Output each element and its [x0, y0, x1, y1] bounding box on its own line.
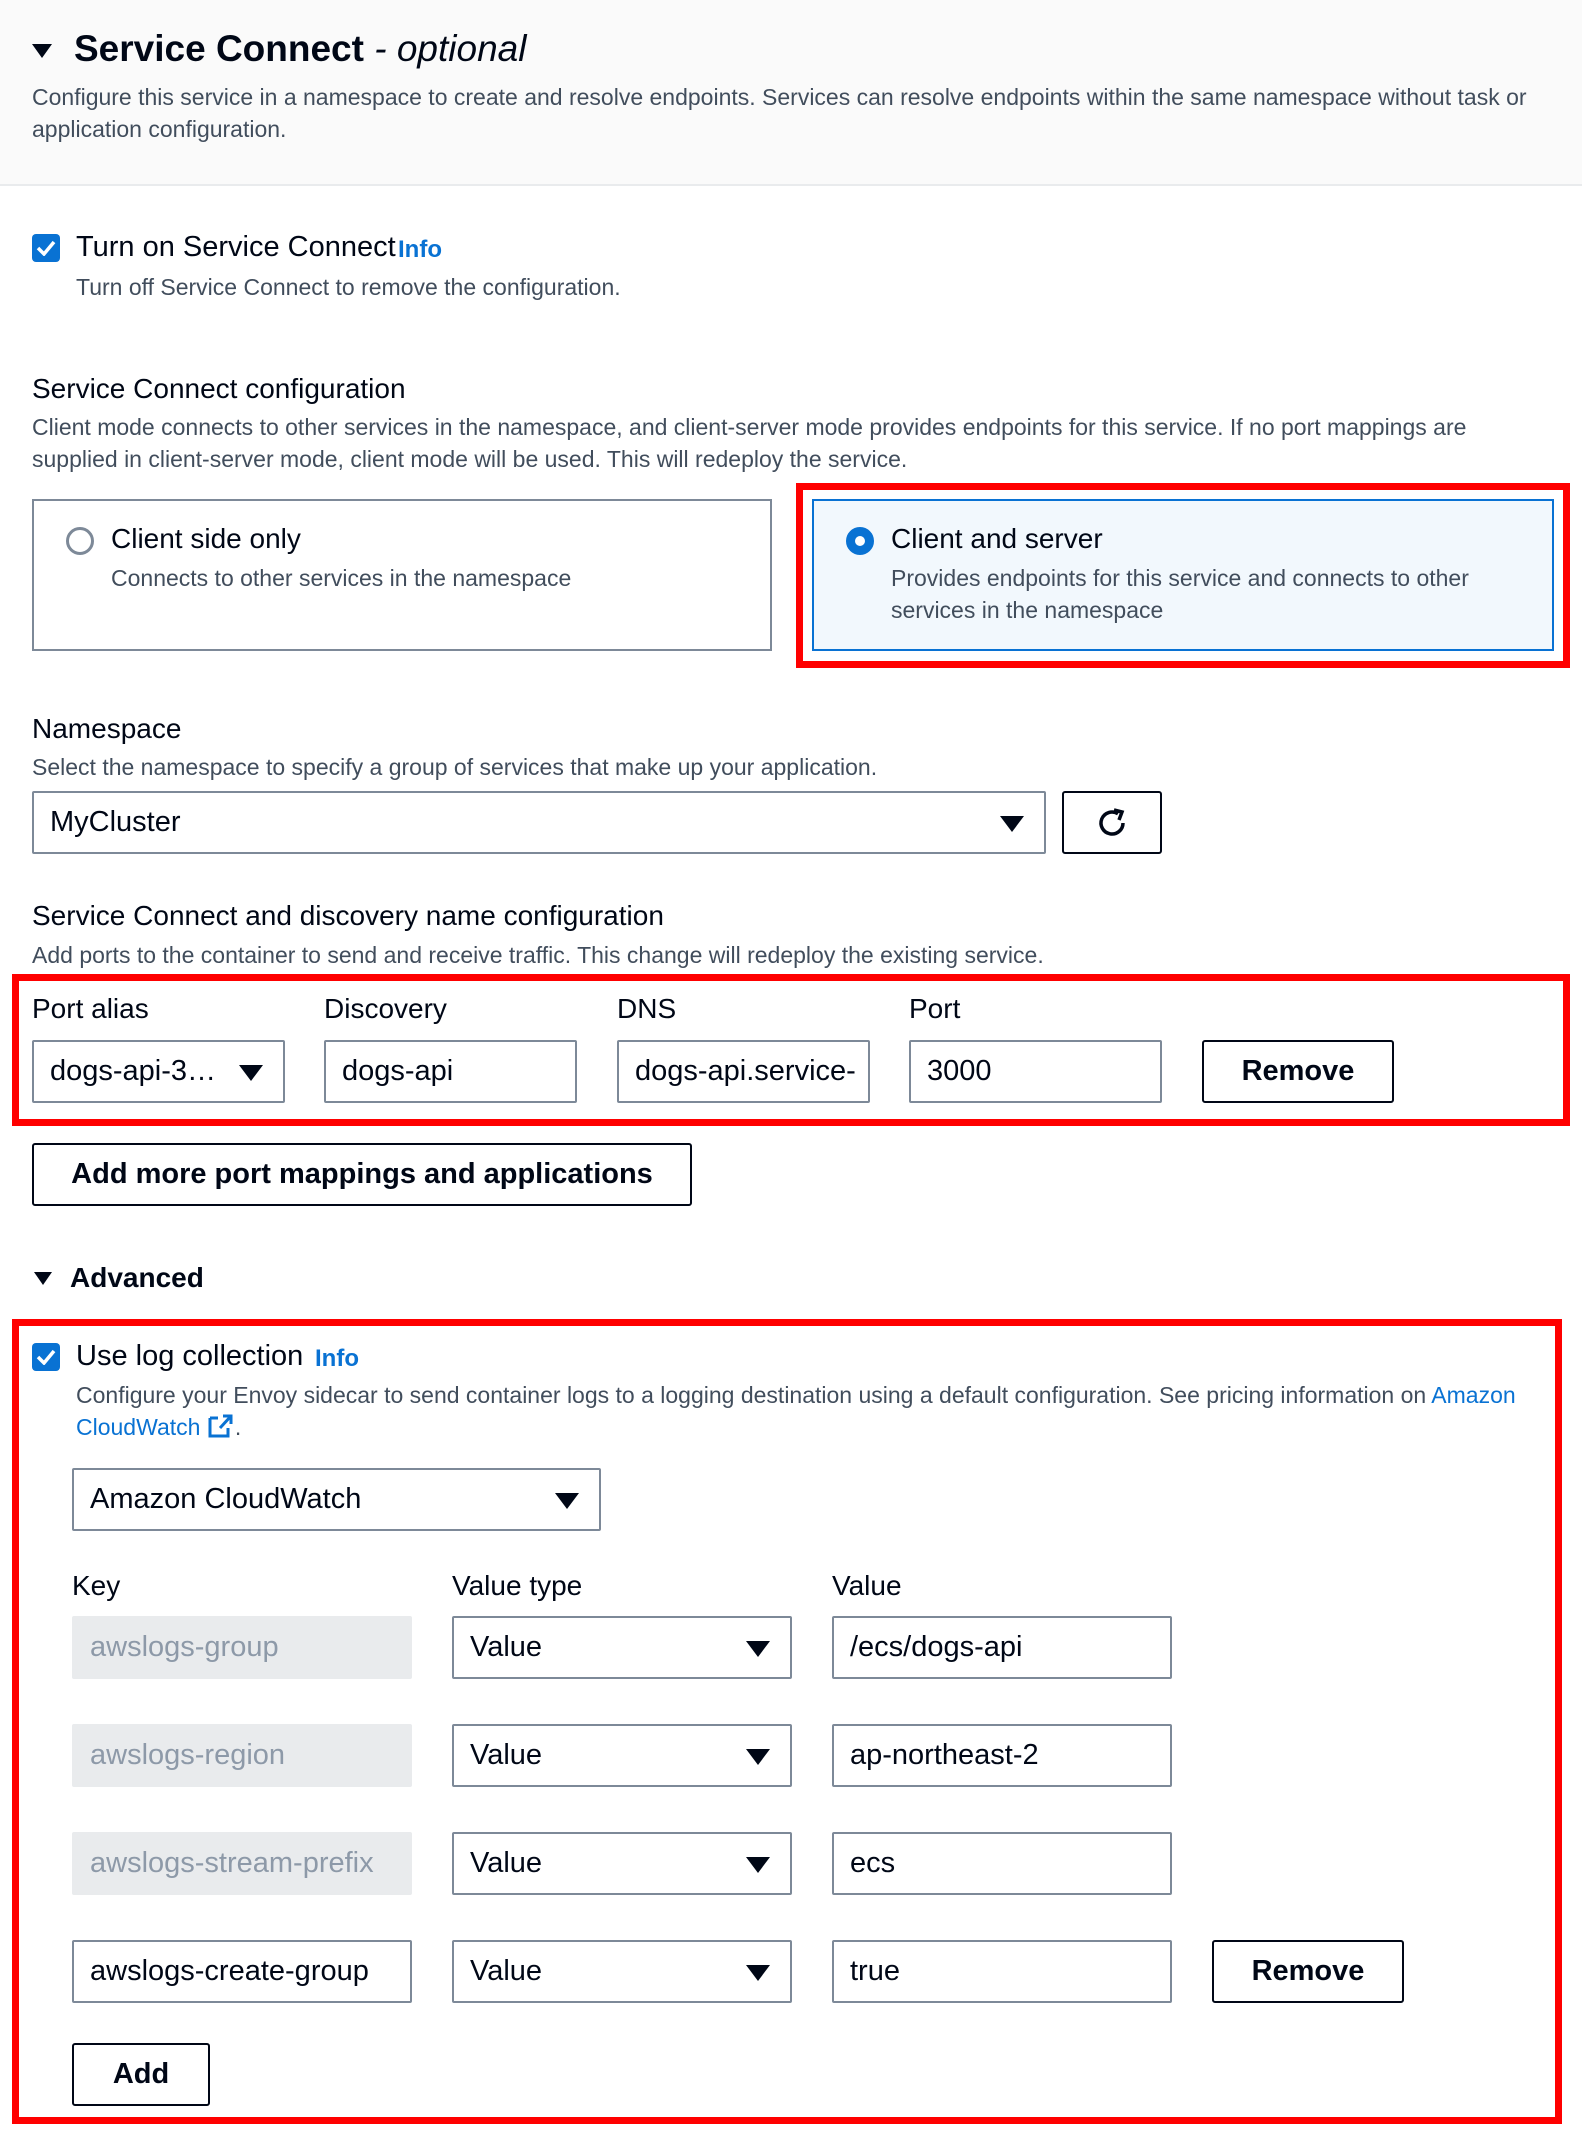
section-title[interactable] [74, 28, 526, 70]
port-alias-value: dogs-api-3… [50, 1055, 217, 1087]
refresh-icon [1094, 805, 1130, 841]
section-header [0, 0, 1582, 186]
radio-button-selected[interactable] [846, 527, 874, 555]
log-option-value-input[interactable] [832, 1832, 1172, 1895]
advanced-heading[interactable]: Advanced [70, 1262, 204, 1293]
value-type-text: Value [470, 1739, 543, 1771]
use-log-collection-checkbox[interactable] [32, 1343, 60, 1371]
radio-option-label: Client and server [891, 523, 1103, 554]
section-title-optional: - optional [374, 28, 527, 69]
discovery-label: Discovery [324, 993, 447, 1024]
radio-button[interactable] [66, 527, 94, 555]
port-label: Port [909, 993, 961, 1024]
log-option-key-text: awslogs-group [90, 1631, 279, 1663]
radio-option-description: Provides endpoints for this service and connects to other services in the namespace [891, 565, 1469, 623]
log-option-value-text: ap-northeast-2 [850, 1739, 1039, 1771]
advanced-caret-icon[interactable] [34, 1272, 52, 1285]
config-heading: Service Connect configuration [32, 373, 406, 404]
remove-port-mapping-button[interactable]: Remove [1202, 1040, 1394, 1103]
chevron-down-icon [239, 1065, 263, 1081]
radio-option-label: Client side only [111, 523, 301, 554]
log-option-key-text: awslogs-region [90, 1739, 286, 1771]
log-destination-value: Amazon CloudWatch [90, 1483, 362, 1515]
dns-value: dogs-api.service- [635, 1055, 856, 1087]
cloudwatch-link-text: Amazon CloudWatch [76, 1382, 1516, 1440]
log-option-key [72, 1616, 412, 1679]
use-log-collection-label: Use log collection [76, 1340, 304, 1372]
log-option-key [72, 1832, 412, 1895]
section-description: Configure this service in a namespace to create and resolve endpoints. Services can resolve endpoints within the same namespace without task or application configuration. [32, 84, 1527, 142]
chevron-down-icon [746, 1965, 770, 1981]
chevron-down-icon [746, 1749, 770, 1765]
discovery-input[interactable] [324, 1040, 577, 1103]
refresh-button[interactable] [1062, 791, 1162, 854]
log-option-key-input[interactable] [72, 1940, 412, 2003]
namespace-description: Select the namespace to specify a group of services that make up your application. [32, 754, 878, 780]
chevron-down-icon [1000, 816, 1024, 832]
radio-card-client-side-only[interactable] [32, 499, 772, 651]
namespace-select-value: MyCluster [50, 806, 181, 838]
value-type-text: Value [470, 1631, 543, 1663]
port-alias-select[interactable] [32, 1040, 285, 1103]
turn-on-service-connect-label: Turn on Service Connect [76, 231, 396, 263]
checkmark-icon [36, 240, 56, 256]
log-option-value-type-select[interactable] [452, 1832, 792, 1895]
log-destination-select[interactable] [72, 1468, 601, 1531]
collapse-caret-icon[interactable] [32, 44, 52, 58]
external-link-icon [207, 1413, 235, 1439]
chevron-down-icon [746, 1857, 770, 1873]
log-option-key-text: awslogs-create-group [90, 1955, 369, 1987]
log-option-value-input[interactable] [832, 1940, 1172, 2003]
info-link[interactable]: Info [315, 1345, 359, 1372]
log-option-value-input[interactable] [832, 1724, 1172, 1787]
dns-input[interactable] [617, 1040, 870, 1103]
port-alias-label: Port alias [32, 993, 149, 1024]
chevron-down-icon [555, 1493, 579, 1509]
port-input[interactable] [909, 1040, 1162, 1103]
radio-card-client-and-server[interactable] [812, 499, 1554, 651]
log-description-text: Configure your Envoy sidecar to send container logs to a logging destination using a default configuration. See pricing information on [76, 1382, 1427, 1408]
config-description: Client mode connects to other services in the namespace, and client-server mode provides endpoints for this service. If no port mappings are supplied in client-server mode, client mode will be used. This will redeploy the service. [32, 414, 1467, 472]
value-type-column-label: Value type [452, 1570, 583, 1601]
radio-option-description: Connects to other services in the namespace [111, 565, 572, 591]
value-type-text: Value [470, 1955, 543, 1987]
log-description-suffix: . [234, 1414, 242, 1440]
port-value: 3000 [927, 1055, 992, 1087]
discovery-description: Add ports to the container to send and receive traffic. This change will redeploy the existing service. [32, 942, 1044, 968]
value-column-label: Value [832, 1570, 902, 1601]
log-option-value-input[interactable] [832, 1616, 1172, 1679]
namespace-select[interactable] [32, 791, 1046, 854]
chevron-down-icon [746, 1641, 770, 1657]
log-collection-description [76, 1379, 1546, 1443]
log-option-value-text: true [850, 1955, 900, 1987]
section-title-text: Service Connect [74, 28, 364, 69]
log-option-key [72, 1724, 412, 1787]
turn-on-description: Turn off Service Connect to remove the configuration. [76, 274, 621, 300]
log-option-key-text: awslogs-stream-prefix [90, 1847, 374, 1879]
log-option-value-text: /ecs/dogs-api [850, 1631, 1023, 1663]
discovery-value: dogs-api [342, 1055, 454, 1087]
log-option-value-type-select[interactable] [452, 1940, 792, 2003]
info-link[interactable]: Info [398, 236, 442, 263]
add-log-option-button[interactable]: Add [72, 2043, 210, 2106]
log-option-value-text: ecs [850, 1847, 896, 1879]
checkmark-icon [36, 1349, 56, 1365]
remove-log-option-button[interactable]: Remove [1212, 1940, 1404, 2003]
key-column-label: Key [72, 1570, 121, 1601]
dns-label: DNS [617, 993, 677, 1024]
log-option-value-type-select[interactable] [452, 1616, 792, 1679]
namespace-heading: Namespace [32, 713, 182, 744]
value-type-text: Value [470, 1847, 543, 1879]
log-option-value-type-select[interactable] [452, 1724, 792, 1787]
add-more-port-mappings-button[interactable]: Add more port mappings and applications [32, 1143, 692, 1206]
discovery-heading: Service Connect and discovery name configuration [32, 900, 664, 931]
turn-on-service-connect-checkbox[interactable] [32, 234, 60, 262]
